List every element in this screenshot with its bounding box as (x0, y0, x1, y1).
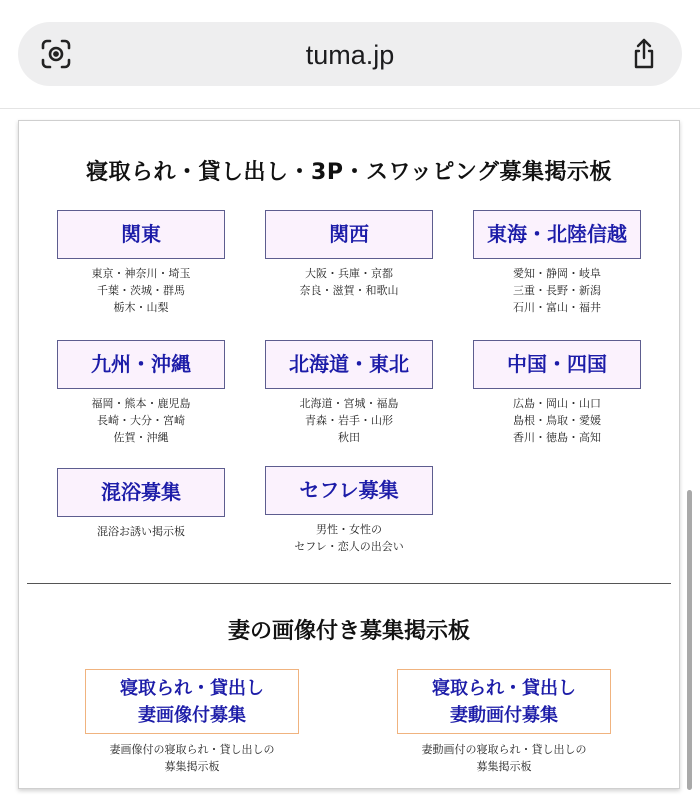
region-subtitle-line: セフレ・恋人の出会い (294, 540, 404, 553)
region-subtitle-line: 香川・徳島・高知 (513, 431, 601, 444)
region-sefure-button[interactable]: セフレ募集 (265, 466, 433, 515)
board-card (18, 120, 680, 789)
region-subtitle-line: 秋田 (338, 431, 360, 444)
region-sefure-subtitle (265, 521, 433, 555)
gallery-subtitle-line: 募集掲示板 (476, 760, 532, 773)
region-subtitle-line: 栃木・山梨 (113, 301, 169, 314)
gallery-button-line[interactable]: 妻画像付募集 (138, 705, 246, 726)
region-konyoku (57, 468, 225, 540)
region-kansai (265, 210, 433, 299)
region-kyushu-subtitle (57, 395, 225, 446)
gallery-subtitle-line: 妻画像付の寝取られ・貸し出しの (109, 743, 275, 756)
gallery-subtitle-line: 募集掲示板 (164, 760, 220, 773)
region-subtitle-line: 長崎・大分・宮崎 (97, 414, 185, 427)
region-sefure (265, 466, 433, 555)
region-chugoku-button[interactable]: 中国・四国 (473, 340, 641, 389)
region-subtitle-line: 三重・長野・新潟 (513, 284, 601, 297)
region-kyushu-button[interactable]: 九州・沖縄 (57, 340, 225, 389)
gallery-video-button[interactable] (397, 669, 611, 734)
gallery-button-line[interactable]: 寝取られ・貸出し (432, 678, 576, 699)
region-subtitle-line: 広島・岡山・山口 (513, 397, 601, 410)
region-subtitle-line: 福岡・熊本・鹿児島 (91, 397, 191, 410)
region-subtitle-line: 混浴お誘い掲示板 (97, 525, 185, 538)
gallery-button-line[interactable]: 寝取られ・貸出し (120, 678, 264, 699)
region-subtitle-line: 大阪・兵庫・京都 (305, 267, 393, 280)
url-text[interactable]: tuma.jp (305, 40, 395, 70)
gallery-image (85, 669, 299, 775)
region-kanto-subtitle (57, 265, 225, 316)
gallery-subtitle-line: 妻動画付の寝取られ・貸し出しの (421, 743, 587, 756)
region-subtitle-line: 愛知・静岡・岐阜 (513, 267, 601, 280)
region-chugoku (473, 340, 641, 446)
region-tohoku-subtitle (265, 395, 433, 446)
gallery-video (397, 669, 611, 775)
gallery-video-subtitle (397, 741, 611, 775)
region-tohoku (265, 340, 433, 446)
region-subtitle-line: 奈良・滋賀・和歌山 (299, 284, 399, 297)
region-kanto-button[interactable]: 関東 (57, 210, 225, 259)
region-subtitle-line: 男性・女性の (316, 523, 382, 536)
region-subtitle-line: 東京・神奈川・埼玉 (91, 267, 191, 280)
region-subtitle-line: 島根・鳥取・愛媛 (513, 414, 601, 427)
region-subtitle-line: 石川・富山・福井 (513, 301, 601, 314)
region-konyoku-button[interactable]: 混浴募集 (57, 468, 225, 517)
gallery-title: 妻の画像付き募集掲示板 (227, 619, 470, 644)
share-icon[interactable] (628, 38, 660, 70)
region-kyushu (57, 340, 225, 446)
gallery-image-button[interactable] (85, 669, 299, 734)
region-subtitle-line: 千葉・茨城・群馬 (97, 284, 185, 297)
region-tokai-button[interactable]: 東海・北陸信越 (473, 210, 641, 259)
region-subtitle-line: 佐賀・沖縄 (113, 431, 169, 444)
region-kanto (57, 210, 225, 316)
region-subtitle-line: 北海道・宮城・福島 (299, 397, 399, 410)
region-subtitle-line: 青森・岩手・山形 (305, 414, 393, 427)
gallery-button-line[interactable]: 妻動画付募集 (450, 705, 558, 726)
gallery-image-subtitle (85, 741, 299, 775)
address-bar[interactable] (18, 22, 682, 86)
region-kansai-button[interactable]: 関西 (265, 210, 433, 259)
board-title: 寝取られ・貸し出し・3P・スワッピング募集掲示板 (86, 160, 612, 185)
region-konyoku-subtitle (57, 523, 225, 540)
region-tokai (473, 210, 641, 316)
section-divider (27, 583, 671, 584)
browser-toolbar (0, 0, 700, 109)
region-chugoku-subtitle (473, 395, 641, 446)
region-tohoku-button[interactable]: 北海道・東北 (265, 340, 433, 389)
region-kansai-subtitle (265, 265, 433, 299)
scrollbar[interactable] (687, 490, 692, 790)
region-tokai-subtitle (473, 265, 641, 316)
